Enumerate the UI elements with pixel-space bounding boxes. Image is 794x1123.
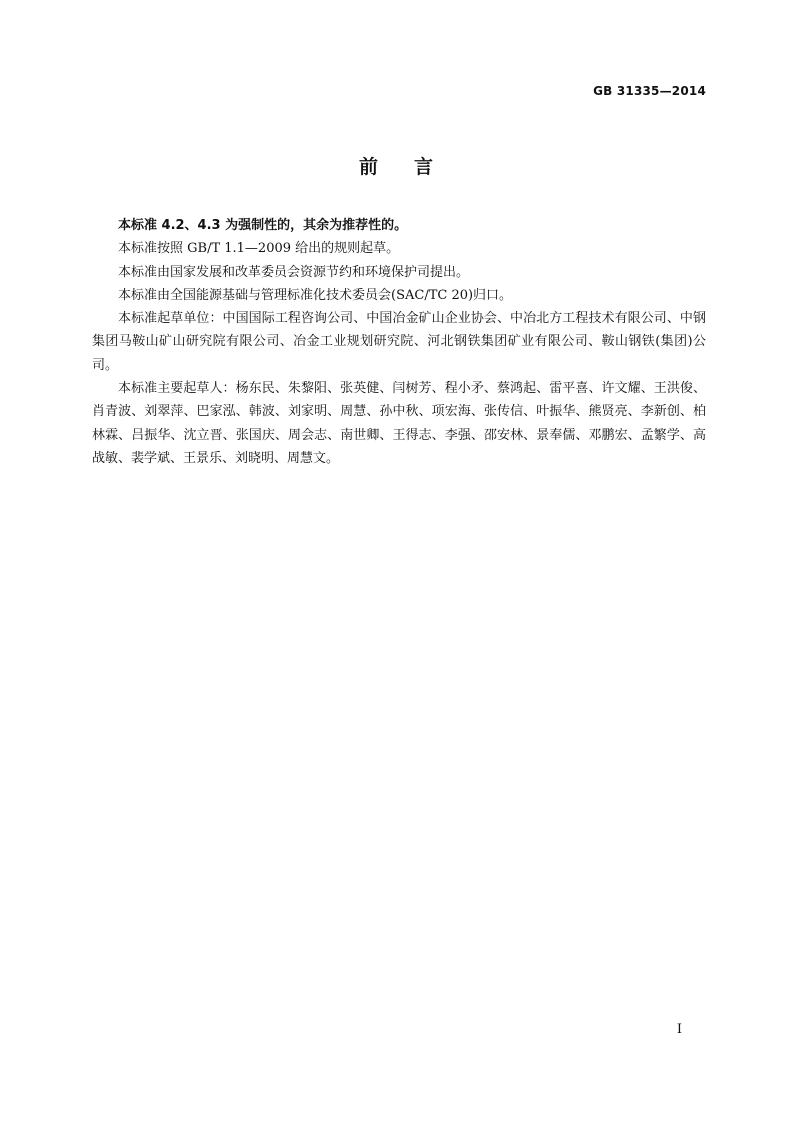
paragraph-administrator: 本标准由全国能源基础与管理标准化技术委员会(SAC/TC 20)归口。 (118, 287, 513, 303)
title-char-left: 前 (358, 156, 380, 178)
page-number: I (676, 1022, 682, 1037)
page-title (0, 152, 794, 179)
paragraph-drafting-units: 本标准起草单位：中国国际工程咨询公司、中国冶金矿山企业协会、中冶北方工程技术有限公司、中钢集团马鞍山矿山研究院有限公司、冶金工业规划研究院、河北钢铁集团矿业有限公司、鞍山钢铁(集团)公司。 (92, 311, 706, 373)
paragraph-drafters: 本标准主要起草人：杨东民、朱黎阳、张英健、闫树芳、程小矛、蔡鸿起、雷平喜、许文耀、王洪俊、肖青波、刘翠萍、巴家泓、韩波、刘家明、周慧、孙中秋、项宏海、张传信、叶振华、熊贤亮、李新创、柏林霖、吕振华、沈立晋、张国庆、周会志、南世卿、王得志、李强、邵安林、景奉儒、邓鹏宏、孟繁学、高战敏、裴学斌、王景乐、刘晓明、周慧文。 (92, 381, 706, 466)
standard-code: GB 31335—2014 (593, 84, 706, 98)
preface-body (92, 214, 706, 470)
paragraph-proposer: 本标准由国家发展和改革委员会资源节约和环境保护司提出。 (118, 264, 470, 280)
title-char-right: 言 (414, 156, 436, 178)
paragraph-mandatory-clauses: 本标准 4.2、4.3 为强制性的，其余为推荐性的。 (118, 218, 408, 233)
paragraph-drafting-rules: 本标准按照 GB/T 1.1—2009 给出的规则起草。 (118, 241, 400, 257)
